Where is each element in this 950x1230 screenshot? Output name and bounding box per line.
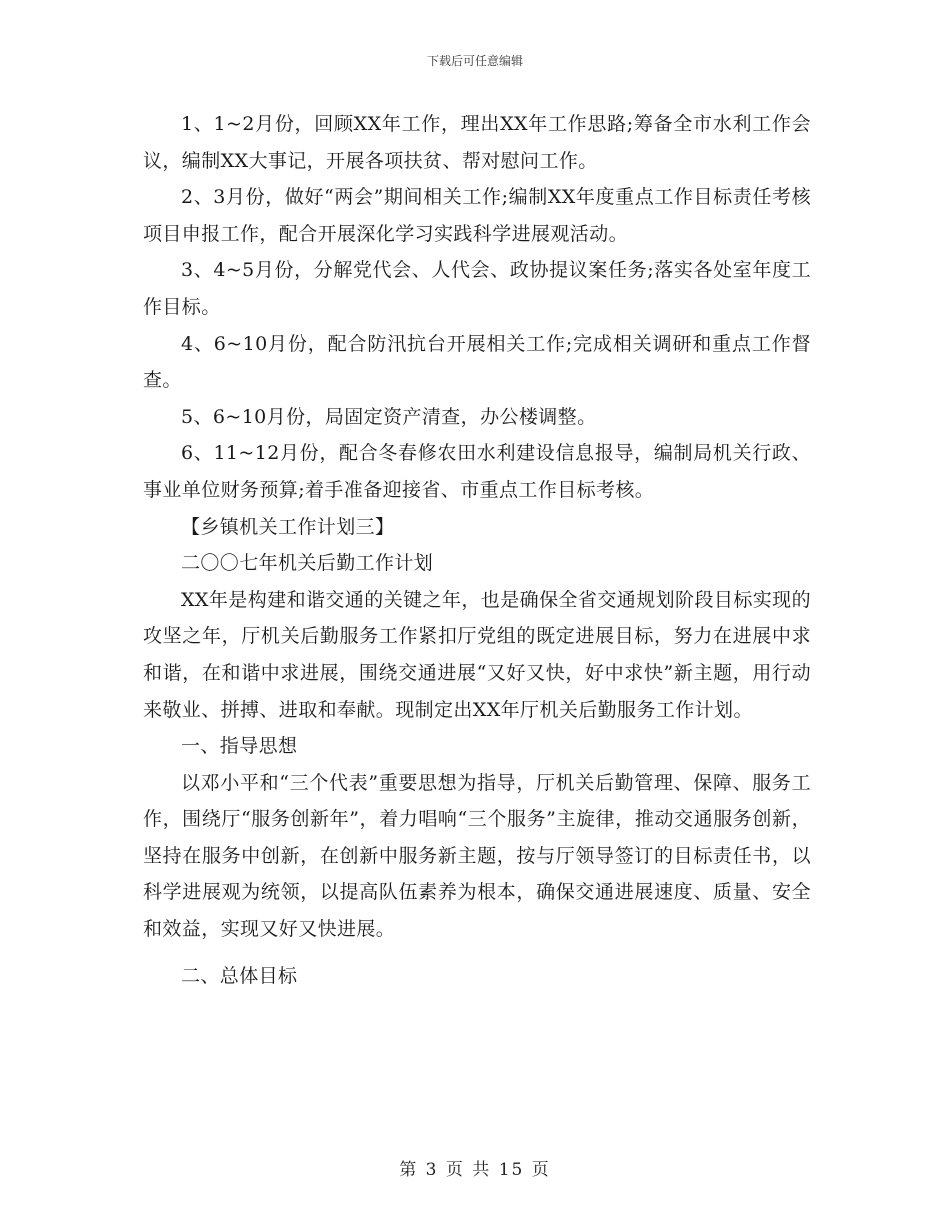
guiding-ideology-paragraph: 以邓小平和“三个代表”重要思想为指导，厅机关后勤管理、保障、服务工作，围绕厅“服务创新年”，着力唱响“三个服务”主旋律，推动交通服务创新，坚持在服务中创新，在创新中服务新主题，按与厅领导签订的目标责任书，以科学进展观为统领，以提高队伍素养为根本，确保交通进展速度、质量、安全和效益，实现又好又快进展。 (143, 771, 811, 941)
intro-paragraph: XX年是构建和谐交通的关键之年，也是确保全省交通规划阶段目标实现的攻坚之年，厅机关后勤服务工作紧扣厅党组的既定进展目标，努力在进展中求和谐，在和谐中求进展，围绕交通进展“又好又快，好中求快”新主题，用行动来敬业、拼搏、进取和奉献。现制定出XX年厅机关后勤服务工作计划。 (143, 588, 811, 721)
page-header: 下载后可任意编辑 (426, 54, 523, 68)
paragraph-6: 6、11~12月份，配合冬春修农田水利建设信息报导，编制局机关行政、事业单位财务预算;着手准备迎接省、市重点工作目标考核。 (143, 442, 811, 501)
document-body (143, 106, 811, 994)
heading-overall-goal: 二、总体目标 (181, 964, 298, 987)
paragraph-1: 1、1~2月份，回顾XX年工作，理出XX年工作思路;筹备全市水利工作会议，编制XX大事记，开展各项扶贫、帮对慰问工作。 (143, 113, 811, 172)
section-title: 【乡镇机关工作计划三】 (181, 515, 395, 538)
plan-title: 二〇〇七年机关后勤工作计划 (181, 552, 434, 575)
heading-guiding-ideology: 一、指导思想 (181, 735, 298, 758)
paragraph-4: 4、6~10月份，配合防汛抗台开展相关工作;完成相关调研和重点工作督查。 (143, 332, 811, 392)
paragraph-5: 5、6~10月份，局固定资产清查，办公楼调整。 (181, 405, 597, 428)
page-footer: 第 3 页 共 15 页 (399, 1160, 551, 1180)
paragraph-3: 3、4~5月份，分解党代会、人代会、政协提议案任务;落实各处室年度工作目标。 (143, 259, 811, 318)
paragraph-2: 2、3月份，做好“两会”期间相关工作;编制XX年度重点工作目标责任考核项目申报工作，配合开展深化学习实践科学进展观活动。 (143, 186, 811, 245)
